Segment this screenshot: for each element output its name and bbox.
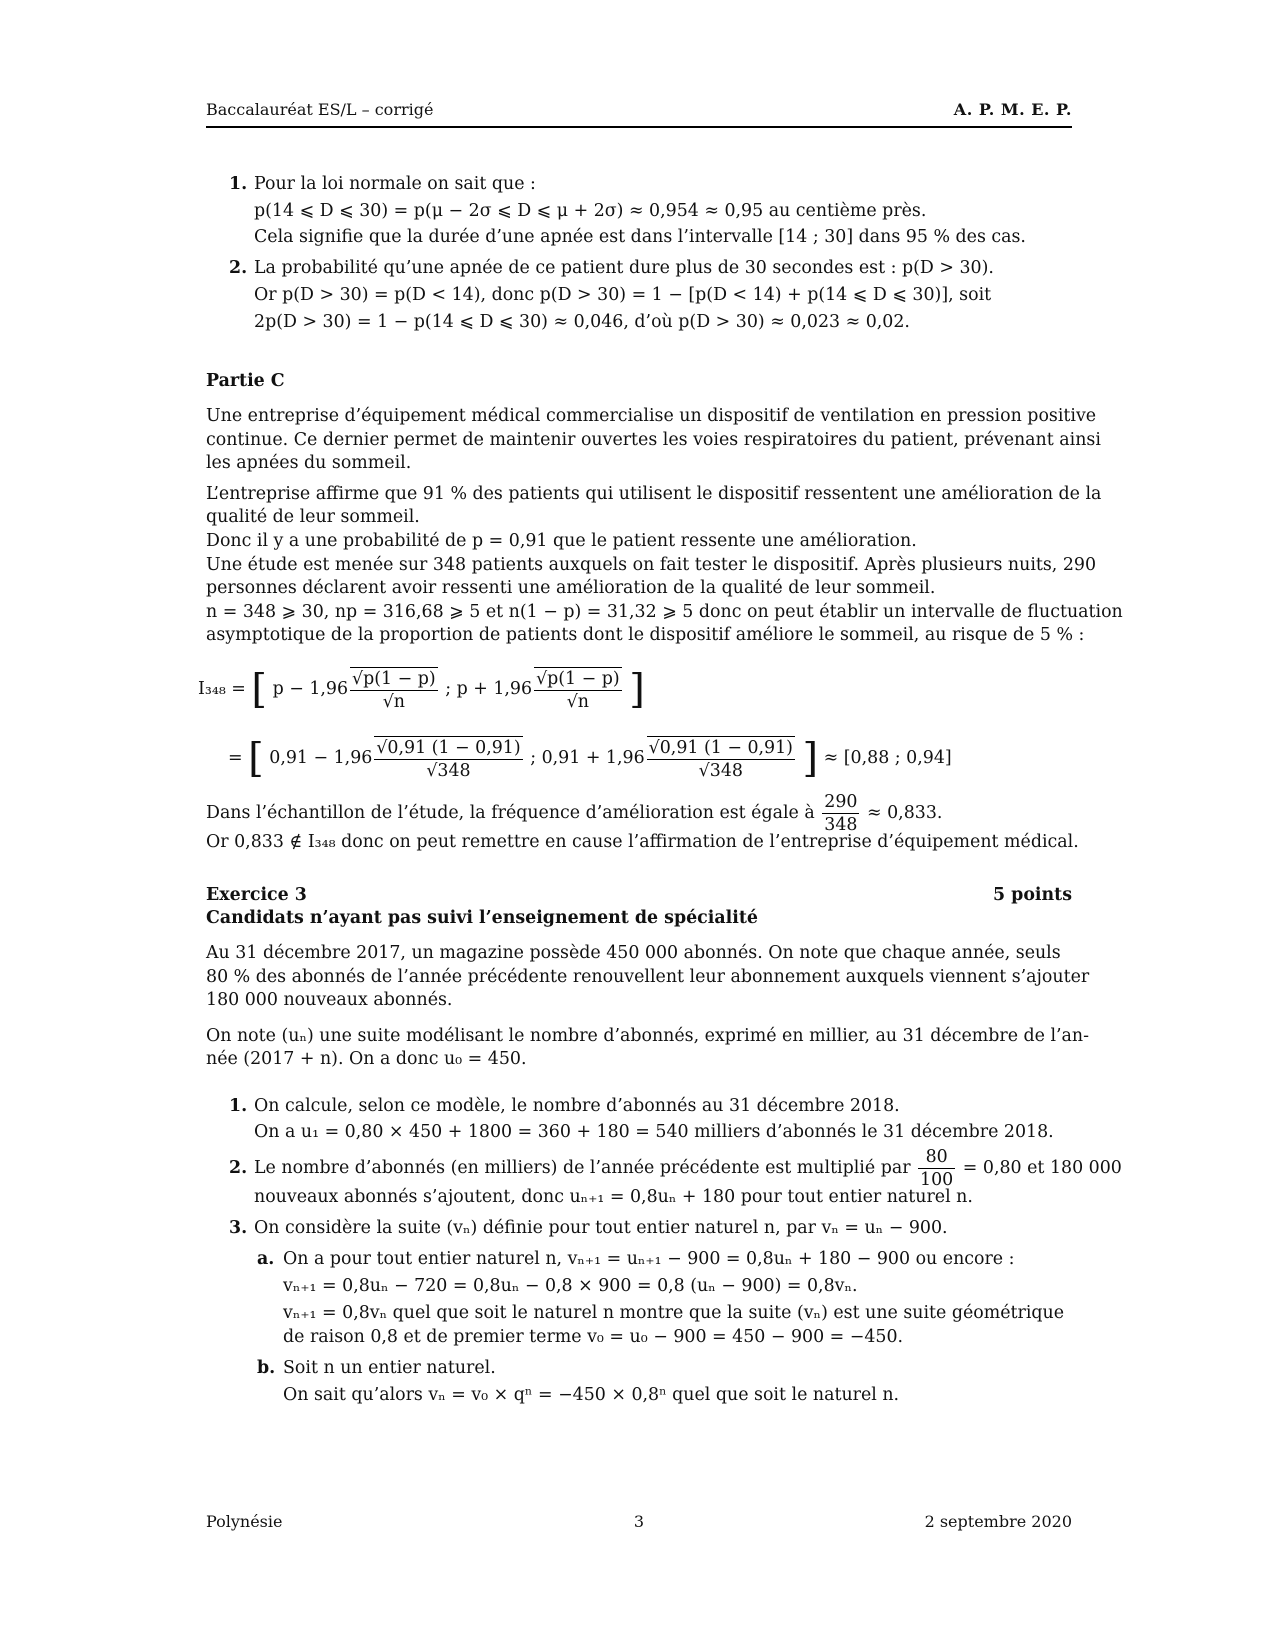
partc-p2-line7: asymptotique de la proportion de patients dont le dispositif améliore le sommeil, au risque de 5 % : — [206, 625, 1085, 645]
ex3-qa-line3: vₙ₊₁ = 0,8vₙ quel que soit le naturel n montre que la suite (vₙ) est une suite géométrique — [283, 1303, 1065, 1323]
header-apmep: A. P. M. E. P. — [953, 100, 1072, 119]
exercise3-points: 5 points — [993, 885, 1072, 905]
eq2-left-term: 0,91 − 1,96 — [269, 748, 373, 768]
partc-p1-line3: les apnées du sommeil. — [206, 453, 412, 473]
ex3-q1-line1: On calcule, selon ce modèle, le nombre d’abonnés au 31 décembre 2018. — [254, 1096, 900, 1116]
eq2-right-term: 0,91 + 1,96 — [541, 748, 645, 768]
ex3-qa-line2: vₙ₊₁ = 0,8uₙ − 720 = 0,8uₙ − 0,8 × 900 = 0,8 (uₙ − 900) = 0,8vₙ. — [283, 1276, 858, 1296]
ex3-q2-text-end: = 0,80 et 180 000 — [962, 1158, 1122, 1178]
ex3-qa-letter: a. — [257, 1249, 275, 1269]
eq1-frac-left — [350, 667, 438, 713]
ex3-q3-line1: On considère la suite (vₙ) définie pour tout entier naturel n, par vₙ = uₙ − 900. — [254, 1218, 948, 1238]
eq2-separator: ; — [530, 748, 542, 768]
partc-p2-line6: n = 348 ⩾ 30, np = 316,68 ⩾ 5 et n(1 − p) = 31,32 ⩾ 5 donc on peut établir un intervalle de fluctuation — [206, 602, 1123, 622]
eq1-frac-left-den: √n — [382, 691, 405, 712]
partb-q1-line1: Pour la loi normale on sait que : — [254, 174, 536, 194]
partb-q1-line3: Cela signifie que la durée d’une apnée est dans l’intervalle [14 ; 30] dans 95 % des cas. — [254, 227, 1026, 247]
exercise3-subtitle: Candidats n’ayant pas suivi l’enseignement de spécialité — [206, 908, 758, 928]
header-title: Baccalauréat ES/L – corrigé — [206, 100, 434, 119]
partb-q1-number: 1. — [229, 174, 248, 194]
eq1-frac-left-num: √p(1 − p) — [352, 668, 436, 689]
partc-p2-line2: qualité de leur sommeil. — [206, 507, 420, 527]
eq2-frac-left — [374, 736, 522, 782]
eq1-bracket-open: [ — [251, 666, 268, 713]
partc-p1-line1: Une entreprise d’équipement médical commercialise un dispositif de ventilation en pression positive — [206, 406, 1097, 426]
eq2-frac-right-num: √0,91 (1 − 0,91) — [648, 737, 793, 758]
footer-date: 2 septembre 2020 — [924, 1512, 1072, 1531]
eq1-separator: ; — [445, 679, 457, 699]
frequency-result: ≈ 0,833. — [867, 803, 943, 823]
footer-page-number: 3 — [633, 1512, 645, 1531]
eq1-left-term: p − 1,96 — [272, 679, 349, 699]
partc-p2-line5: personnes déclarent avoir ressenti une amélioration de la qualité de leur sommeil. — [206, 578, 936, 598]
eq2-bracket-open: [ — [248, 735, 264, 782]
eq1-frac-right-num: √p(1 − p) — [536, 668, 620, 689]
eq2-frac-right — [647, 736, 795, 782]
partb-q2-line3: 2p(D > 30) = 1 − p(14 ⩽ D ⩽ 30) ≈ 0,046, d’où p(D > 30) ≈ 0,023 ≈ 0,02. — [254, 312, 910, 332]
partc-conclusion: Or 0,833 ∉ I₃₄₈ donc on peut remettre en cause l’affirmation de l’entreprise d’équipement médical. — [206, 832, 1079, 852]
ex3-qb-line1: Soit n un entier naturel. — [283, 1358, 496, 1378]
partc-title: Partie C — [206, 371, 285, 391]
ex3-intro1-line1: Au 31 décembre 2017, un magazine possède 450 000 abonnés. On note que chaque année, seuls — [206, 943, 1061, 963]
footer-location: Polynésie — [206, 1512, 283, 1531]
partb-q1-line2: p(14 ⩽ D ⩽ 30) = p(μ − 2σ ⩽ D ⩽ μ + 2σ) ≈ 0,954 ≈ 0,95 au centième près. — [254, 201, 927, 221]
eq2-bracket-close: ] — [802, 735, 819, 782]
eq1-frac-right — [534, 667, 622, 713]
ex3-q1-number: 1. — [229, 1096, 248, 1116]
interval-equation-2 — [228, 730, 952, 786]
eq2-lhs: = — [228, 748, 243, 768]
ex3-q1-line2: On a u₁ = 0,80 × 450 + 1800 = 360 + 180 = 540 milliers d’abonnés le 31 décembre 2018. — [254, 1122, 1054, 1142]
partc-p1-line2: continue. Ce dernier permet de maintenir ouvertes les voies respiratoires du patient, prévenant ainsi — [206, 430, 1101, 450]
partc-p2-line1: L’entreprise affirme que 91 % des patients qui utilisent le dispositif ressentent une amélioration de la — [206, 484, 1102, 504]
ex3-q3-number: 3. — [229, 1218, 248, 1238]
eq2-result: ≈ [0,88 ; 0,94] — [823, 748, 952, 768]
partb-q2-line1: La probabilité qu’une apnée de ce patient dure plus de 30 secondes est : p(D > 30). — [254, 258, 994, 278]
frequency-text: Dans l’échantillon de l’étude, la fréquence d’amélioration est égale à — [206, 803, 815, 823]
ex3-intro2-line1: On note (uₙ) une suite modélisant le nombre d’abonnés, exprimé en millier, au 31 décembre de l’an- — [206, 1026, 1090, 1046]
eq1-right-term: p + 1,96 — [456, 679, 533, 699]
eq2-frac-left-num: √0,91 (1 − 0,91) — [376, 737, 521, 758]
interval-equation-1 — [198, 650, 645, 728]
partb-q2-line2: Or p(D > 30) = p(D < 14), donc p(D > 30) = 1 − [p(D < 14) + p(14 ⩽ D ⩽ 30)], soit — [254, 285, 992, 305]
eq1-frac-right-den: √n — [566, 691, 590, 712]
partc-p2-line3: Donc il y a une probabilité de p = 0,91 que le patient ressente une amélioration. — [206, 531, 917, 551]
ex3-q2-frac-den: 100 — [920, 1170, 954, 1190]
partb-q2-number: 2. — [229, 258, 248, 278]
eq1-bracket-close: ] — [629, 666, 645, 713]
partc-p2-line4: Une étude est menée sur 348 patients auxquels on fait tester le dispositif. Après plusieurs nuits, 290 — [206, 555, 1097, 575]
ex3-intro1-line3: 180 000 nouveaux abonnés. — [206, 990, 453, 1010]
ex3-intro1-line2: 80 % des abonnés de l’année précédente renouvellent leur abonnement auxquels viennent s’ajouter — [206, 967, 1090, 987]
ex3-q2-text: Le nombre d’abonnés (en milliers) de l’année précédente est multiplié par — [254, 1158, 911, 1178]
exercise3-title: Exercice 3 — [206, 885, 307, 905]
ex3-intro2-line2: née (2017 + n). On a donc u₀ = 450. — [206, 1049, 527, 1069]
ex3-qa-line1: On a pour tout entier naturel n, vₙ₊₁ = uₙ₊₁ − 900 = 0,8uₙ + 180 − 900 ou encore : — [283, 1249, 1015, 1269]
eq2-frac-right-den: √348 — [698, 760, 743, 781]
ex3-q2-frac-num: 80 — [918, 1146, 955, 1169]
frequency-num: 290 — [824, 792, 858, 812]
ex3-qb-line2: On sait qu’alors vₙ = v₀ × qⁿ = −450 × 0,8ⁿ quel que soit le naturel n. — [283, 1385, 900, 1405]
ex3-qb-letter: b. — [257, 1358, 276, 1378]
frequency-den: 348 — [824, 815, 858, 835]
ex3-q2-number: 2. — [229, 1158, 248, 1178]
ex3-qa-line4: de raison 0,8 et de premier terme v₀ = u₀ − 900 = 450 − 900 = −450. — [283, 1327, 904, 1347]
ex3-q2-line2: nouveaux abonnés s’ajoutent, donc uₙ₊₁ = 0,8uₙ + 180 pour tout entier naturel n. — [254, 1187, 973, 1207]
eq2-frac-left-den: √348 — [426, 760, 471, 781]
eq1-lhs: I₃₄₈ = — [198, 679, 246, 699]
page-header — [206, 100, 1072, 128]
